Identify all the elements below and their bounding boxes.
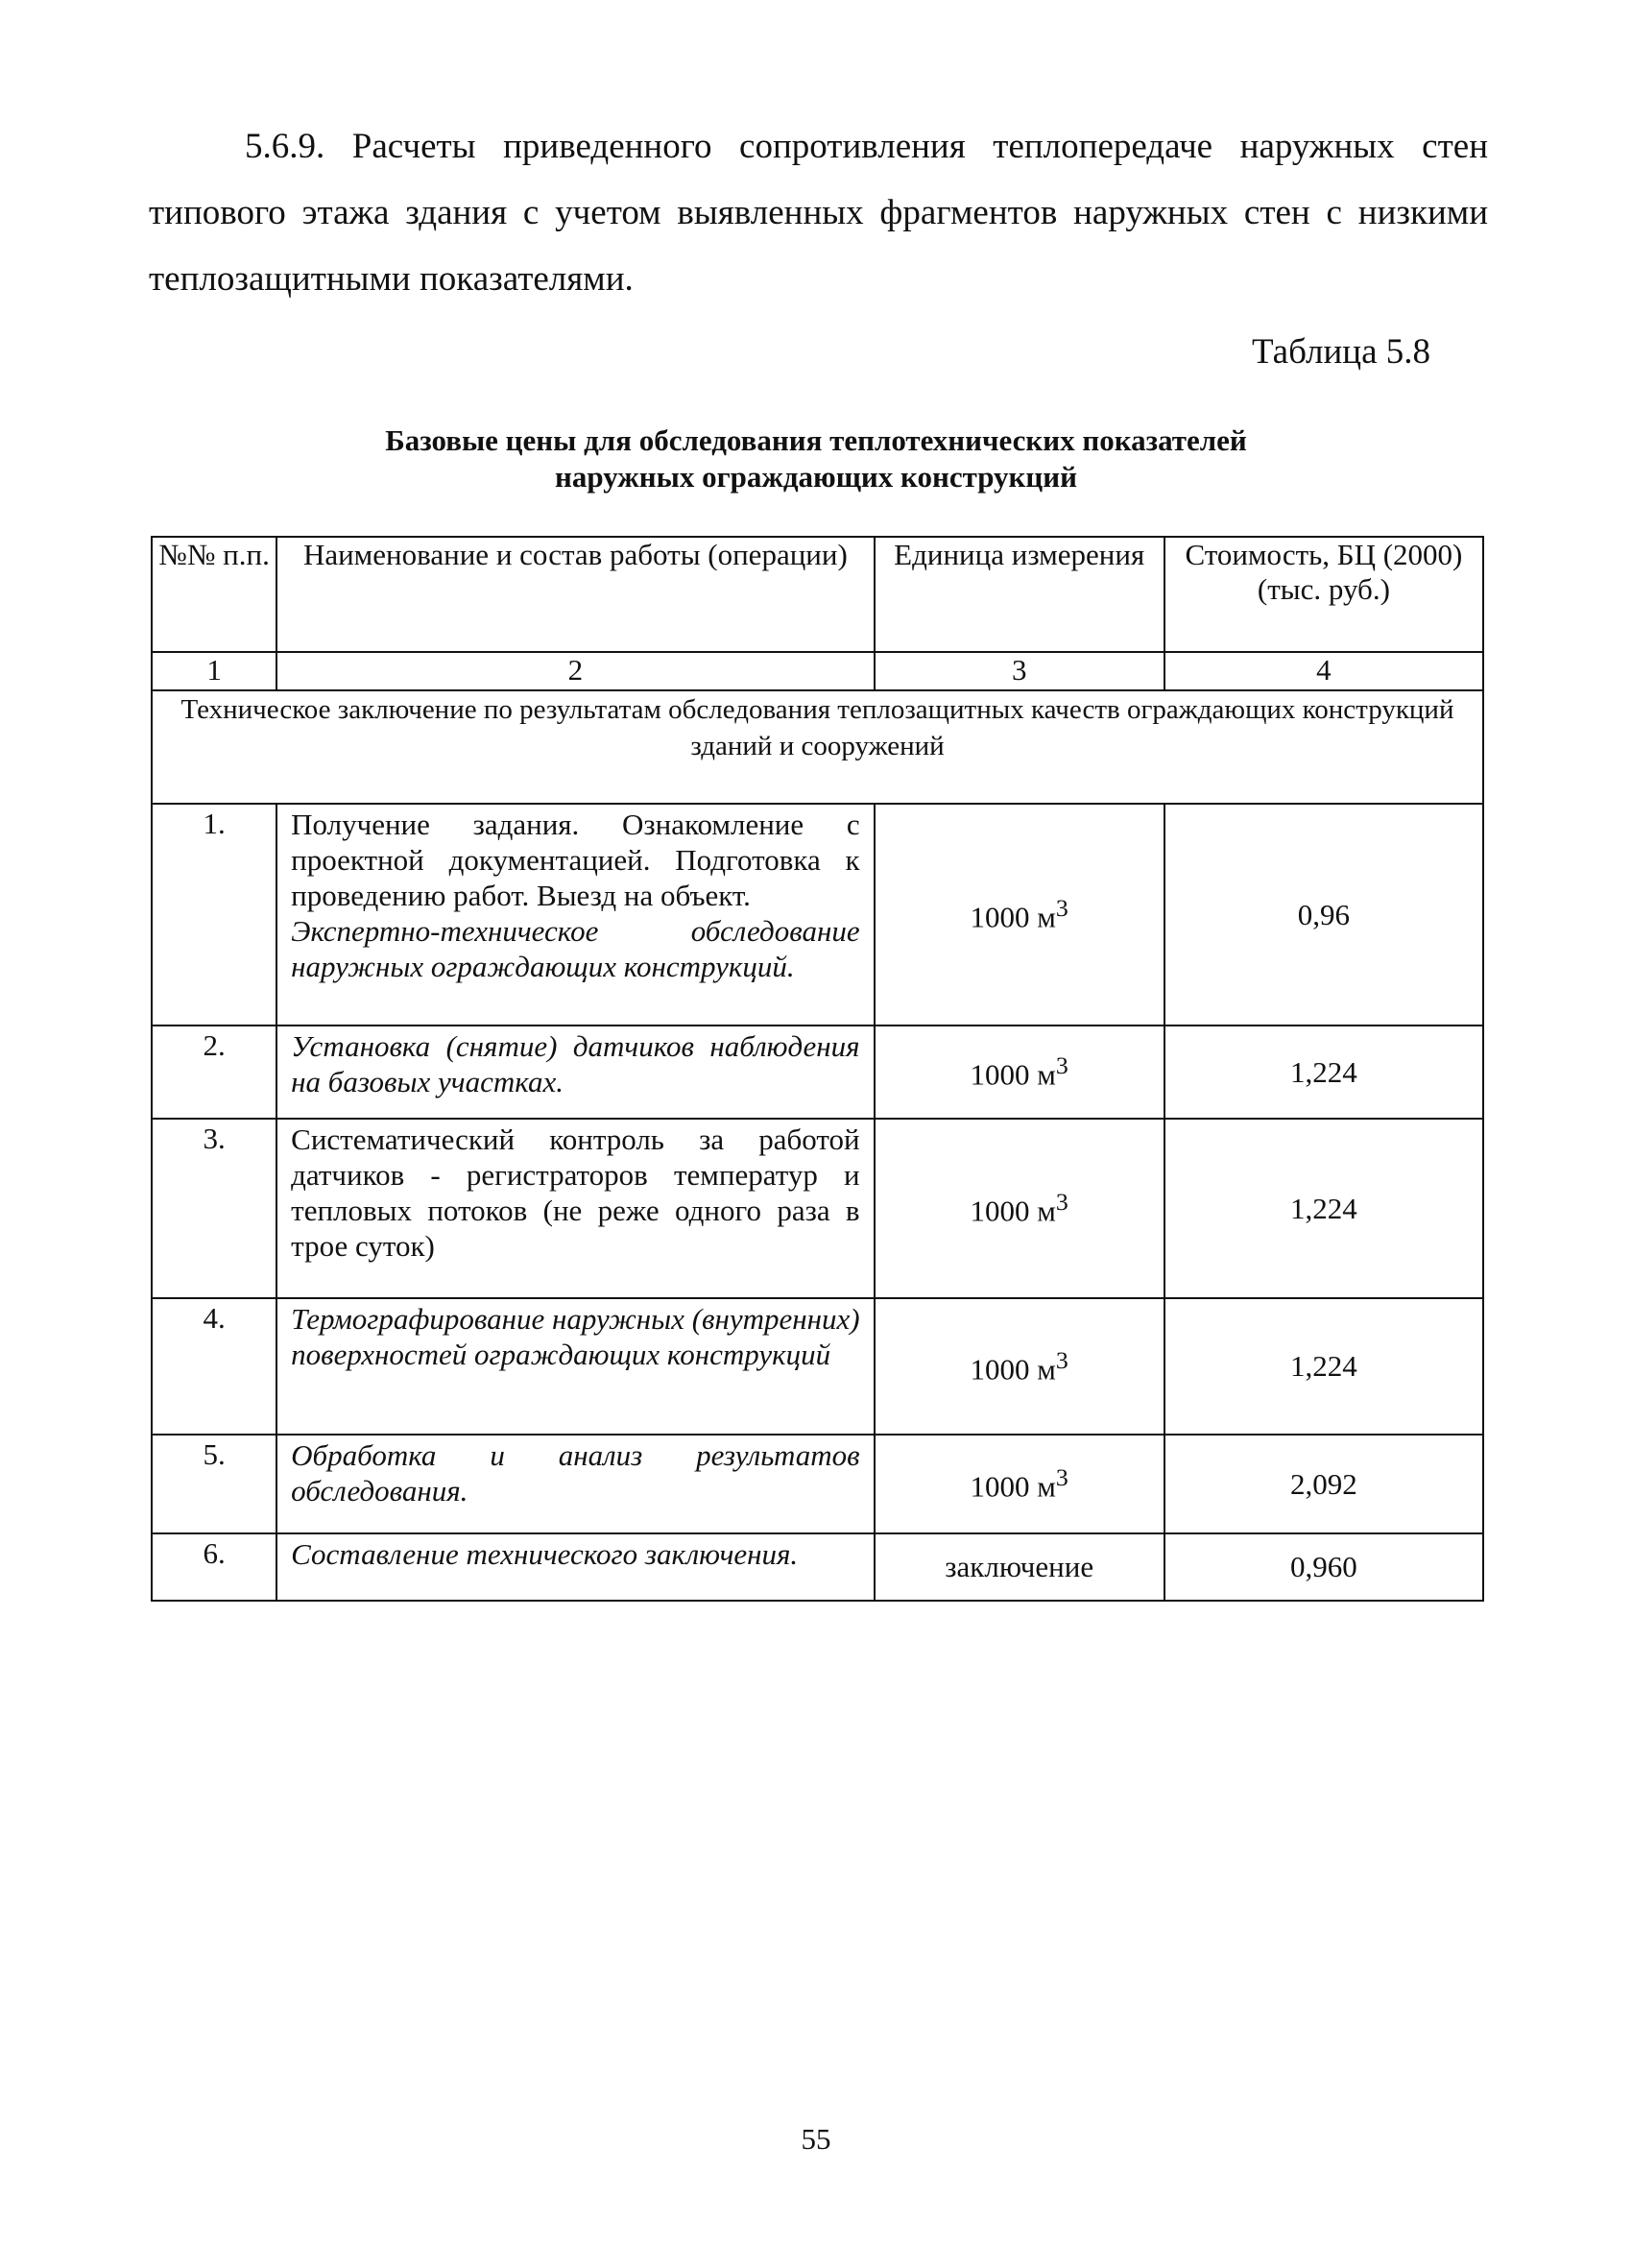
header-name: Наименование и состав работы (операции)	[276, 537, 874, 652]
header-unit: Единица измерения	[875, 537, 1164, 652]
row-cost: 0,960	[1164, 1533, 1483, 1601]
column-number-row	[152, 652, 1483, 690]
intro-paragraph: 5.6.9. Расчеты приведенного сопротивления теплопередаче наружных стен типового этажа здания с учетом выявленных фрагментов наружных стен с низкими теплозащитными показателями.	[149, 127, 1488, 299]
table-label: Таблица 5.8	[1252, 332, 1430, 372]
row-unit	[875, 1298, 1164, 1435]
row-number: 3.	[152, 1119, 276, 1298]
row-cost: 1,224	[1164, 1025, 1483, 1119]
row-unit-superscript: 3	[1055, 1188, 1068, 1217]
table-row	[152, 1435, 1483, 1533]
section-title: Техническое заключение по результатам обследования теплозащитных качеств ограждающих конструкций зданий и сооружений	[152, 690, 1483, 804]
row-work-plain: Получение задания. Ознакомление с проектной документацией. Подготовка к проведению работ. Выезд на объект.	[291, 808, 860, 912]
row-unit: заключение	[875, 1533, 1164, 1601]
row-work: Обработка и анализ результатов обследования.	[276, 1435, 874, 1533]
row-number: 6.	[152, 1533, 276, 1601]
row-unit-value: 1000 м	[970, 1057, 1056, 1092]
price-table	[151, 536, 1484, 1602]
row-number: 4.	[152, 1298, 276, 1435]
column-number: 4	[1164, 652, 1483, 690]
row-unit	[875, 1025, 1164, 1119]
row-work	[276, 804, 874, 1025]
row-cost: 2,092	[1164, 1435, 1483, 1533]
column-number: 3	[875, 652, 1164, 690]
column-number: 2	[276, 652, 874, 690]
row-unit-superscript: 3	[1055, 894, 1068, 923]
row-unit-value: 1000 м	[970, 1469, 1056, 1504]
page-number: 55	[801, 2122, 831, 2156]
row-work: Составление технического заключения.	[276, 1533, 874, 1601]
header-cost: Стоимость, БЦ (2000) (тыс. руб.)	[1164, 537, 1483, 652]
row-cost: 0,96	[1164, 804, 1483, 1025]
table-title	[154, 422, 1478, 495]
row-work-italic: Экспертно-техническое обследование наружных ограждающих конструкций.	[291, 914, 860, 983]
row-work: Установка (снятие) датчиков наблюдения на базовых участках.	[276, 1025, 874, 1119]
row-cost: 1,224	[1164, 1298, 1483, 1435]
table-row	[152, 1025, 1483, 1119]
table-row	[152, 1298, 1483, 1435]
table-row	[152, 1119, 1483, 1298]
header-row	[152, 537, 1483, 652]
row-number: 1.	[152, 804, 276, 1025]
row-unit-value: 1000 м	[970, 1352, 1056, 1387]
table-row	[152, 1533, 1483, 1601]
row-unit	[875, 804, 1164, 1025]
row-work: Термографирование наружных (внутренних) поверхностей ограждающих конструкций	[276, 1298, 874, 1435]
row-unit-superscript: 3	[1055, 1463, 1068, 1492]
section-row	[152, 690, 1483, 804]
row-unit-superscript: 3	[1055, 1345, 1068, 1374]
table-title-line-2: наружных ограждающих конструкций	[555, 460, 1077, 494]
row-unit	[875, 1119, 1164, 1298]
row-unit-value: 1000 м	[970, 900, 1056, 934]
table-row	[152, 804, 1483, 1025]
table-title-line-1: Базовые цены для обследования теплотехнических показателей	[385, 423, 1247, 457]
row-number: 2.	[152, 1025, 276, 1119]
header-num: №№ п.п.	[152, 537, 276, 652]
row-number: 5.	[152, 1435, 276, 1533]
row-unit-superscript: 3	[1055, 1051, 1068, 1080]
row-unit-value: 1000 м	[970, 1194, 1056, 1228]
row-work: Систематический контроль за работой датчиков - регистраторов температур и тепловых потоков (не реже одного раза в трое суток)	[276, 1119, 874, 1298]
column-number: 1	[152, 652, 276, 690]
row-unit	[875, 1435, 1164, 1533]
row-cost: 1,224	[1164, 1119, 1483, 1298]
